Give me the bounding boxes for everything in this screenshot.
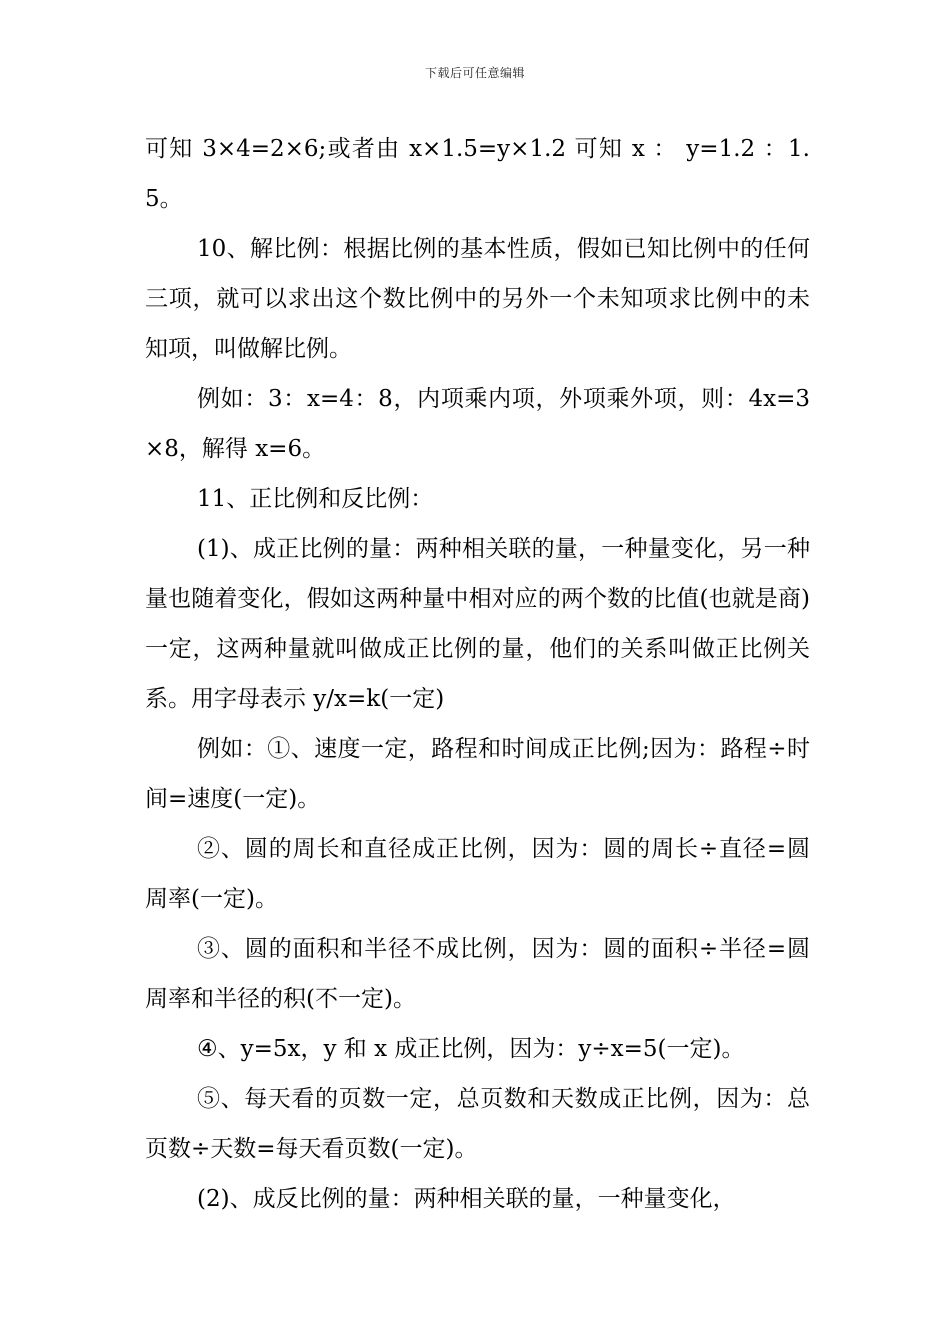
paragraph: 例如：3：x=4：8，内项乘内项，外项乘外项，则：4x=3×8，解得 x=6。	[145, 386, 810, 462]
paragraph: ⑤、每天看的页数一定，总页数和天数成正比例，因为：总页数÷天数=每天看页数(一定)。	[145, 1086, 810, 1162]
paragraph: 10、解比例：根据比例的基本性质，假如已知比例中的任何三项，就可以求出这个数比例中的另外一个未知项求比例中的未知项，叫做解比例。	[145, 236, 810, 362]
paragraph: ③、圆的面积和半径不成比例，因为：圆的面积÷半径=圆周率和半径的积(不一定)。	[145, 936, 810, 1012]
paragraph: (2)、成反比例的量：两种相关联的量，一种量变化，	[197, 1186, 736, 1212]
paragraph: (1)、成正比例的量：两种相关联的量，一种量变化，另一种量也随着变化，假如这两种量中相对应的两个数的比值(也就是商)一定，这两种量就叫做成正比例的量，他们的关系叫做正比例关系。用字母表示 y/x=k(一定)	[145, 536, 810, 712]
paragraph: 例如：①、速度一定，路程和时间成正比例;因为：路程÷时间=速度(一定)。	[145, 736, 810, 812]
page-header: 下载后可任意编辑	[424, 66, 525, 80]
paragraph: ②、圆的周长和直径成正比例，因为：圆的周长÷直径=圆周率(一定)。	[145, 836, 810, 912]
paragraph: ④、y=5x，y 和 x 成正比例，因为：y÷x=5(一定)。	[197, 1036, 745, 1062]
paragraph: 可知 3×4=2×6;或者由 x×1.5=y×1.2 可知 x ： y=1.2 ：1.5。	[145, 136, 810, 212]
document-body	[145, 124, 810, 1224]
section-heading: 11、正比例和反比例：	[197, 486, 434, 512]
